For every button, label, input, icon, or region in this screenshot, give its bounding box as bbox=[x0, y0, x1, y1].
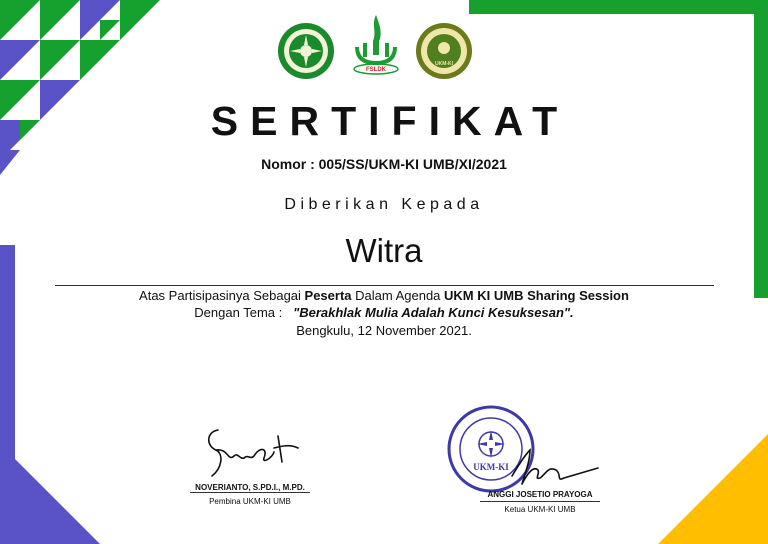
participation-line bbox=[0, 288, 768, 303]
ukm-ki-seal-text: UKM-KI bbox=[434, 61, 454, 67]
signatory-left-name: NOVERIANTO, S.PD.I., M.PD. bbox=[195, 483, 305, 492]
bottom-left-triangle bbox=[0, 444, 100, 544]
theme-text: "Berakhlak Mulia Adalah Kunci Kesuksesan". bbox=[293, 305, 574, 320]
given-to-label: Diberikan Kepada bbox=[284, 196, 484, 213]
bottom-right-triangle bbox=[658, 434, 768, 544]
participant-role: Peserta bbox=[304, 288, 352, 303]
signature-left-line bbox=[190, 492, 310, 493]
certificate-number: Nomor : 005/SS/UKM-KI UMB/XI/2021 bbox=[261, 156, 507, 172]
signature-right-line bbox=[480, 501, 600, 502]
recipient-name: Witra bbox=[345, 232, 423, 269]
fsldk-logo-icon bbox=[349, 13, 403, 81]
certificate-title: SERTIFIKAT bbox=[210, 98, 570, 144]
signatory-right-role: Ketua UKM-KI UMB bbox=[504, 505, 576, 514]
name-divider bbox=[55, 285, 714, 286]
place-date: Bengkulu, 12 November 2021. bbox=[296, 323, 472, 338]
participation-prefix: Atas Partisipasinya Sebagai bbox=[139, 288, 305, 303]
signature-left-icon bbox=[198, 418, 308, 483]
participation-middle: Dalam Agenda bbox=[351, 288, 445, 303]
event-name: UKM KI UMB Sharing Session bbox=[444, 288, 629, 303]
signature-right-icon bbox=[500, 440, 610, 492]
theme-line bbox=[0, 305, 768, 320]
stamp-text: UKM-KI bbox=[473, 462, 509, 472]
fsldk-text: FSLDK bbox=[366, 67, 386, 73]
signatory-right-name: ANGGI JOSETIO PRAYOGA bbox=[487, 490, 593, 499]
signatory-left-role: Pembina UKM-KI UMB bbox=[209, 497, 291, 506]
university-seal-icon bbox=[277, 22, 335, 80]
top-left-pattern bbox=[0, 0, 160, 175]
theme-prefix: Dengan Tema : bbox=[194, 305, 294, 320]
ukm-ki-seal-icon bbox=[415, 22, 473, 80]
